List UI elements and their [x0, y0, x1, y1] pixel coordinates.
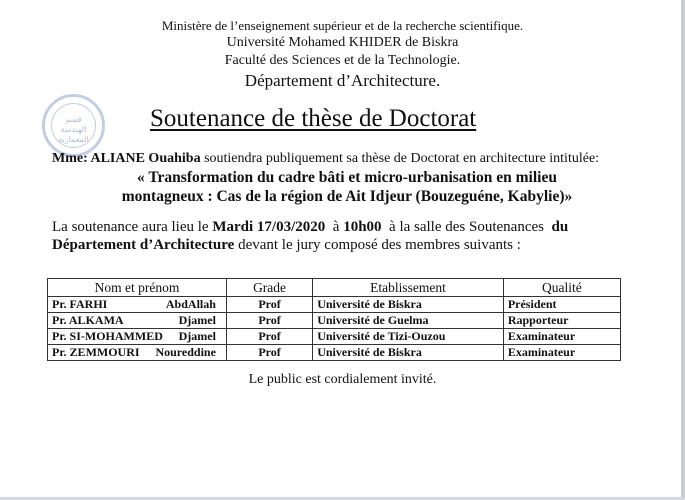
schedule-suffix: devant le jury composé des membres suivants :: [234, 237, 521, 253]
cell-name: [48, 345, 227, 361]
candidate-name: Mme: ALIANE Ouahiba: [52, 151, 201, 166]
cell-etablissement: Université de Biskra: [313, 345, 504, 361]
jury-table: [47, 278, 621, 361]
cell-grade: Prof: [226, 345, 312, 361]
schedule-time: 10h00: [343, 219, 382, 235]
member-firstname: Djamel: [178, 329, 216, 343]
header-grade: Grade: [226, 279, 312, 297]
page-title: Soutenance de thèse de Doctorat: [150, 105, 477, 132]
cell-name: [48, 313, 227, 329]
cell-qualite: Examinateur: [503, 345, 620, 361]
cell-grade: Prof: [226, 313, 312, 329]
cell-qualite: Président: [503, 297, 620, 313]
schedule-room: à la salle des Soutenances: [381, 219, 548, 235]
closing-line: Le public est cordialement invité.: [248, 372, 437, 387]
member-firstname: AbdAllah: [165, 297, 216, 311]
schedule-line-1: [52, 219, 568, 236]
cell-etablissement: Université de Guelma: [313, 313, 504, 329]
cell-name: [48, 297, 227, 313]
department-line: Département d’Architecture.: [244, 71, 441, 90]
header-name: Nom et prénom: [48, 279, 227, 297]
schedule-prefix: La soutenance aura lieu le: [52, 219, 213, 235]
stamp-inner-ring: [51, 103, 96, 148]
member-name: Pr. ALKAMA: [52, 313, 124, 327]
member-name: Pr. FARHI: [52, 297, 108, 311]
header-etablissement: Etablissement: [313, 279, 504, 297]
member-firstname: Noureddine: [155, 345, 216, 359]
intro-text: soutiendra publiquement sa thèse de Doctorat en architecture intitulée:: [200, 151, 600, 166]
cell-grade: Prof: [226, 297, 312, 313]
schedule-at: à: [325, 219, 344, 235]
stamp-text-2: المعمارية: [58, 135, 89, 144]
member-name: Pr. ZEMMOURI: [52, 345, 140, 359]
jury-header-row: [48, 279, 621, 297]
schedule-date: Mardi 17/03/2020: [212, 219, 326, 235]
department-stamp: [42, 94, 105, 157]
ministry-line: Ministère de l’enseignement supérieur et de la recherche scientifique.: [161, 18, 524, 33]
cell-etablissement: Université de Biskra: [313, 297, 504, 313]
table-row: [48, 313, 621, 329]
cell-etablissement: Université de Tizi-Ouzou: [313, 329, 504, 345]
table-row: [48, 329, 621, 345]
table-row: [48, 297, 621, 313]
table-row: [48, 345, 621, 361]
stamp-text-1: قسم الهندسة: [60, 115, 87, 134]
thesis-title-line-2: montagneux : Cas de la région de Ait Idjeur (Bouzeguéne, Kabylie)»: [121, 188, 573, 205]
schedule-dept: Département d’Architecture: [52, 237, 235, 253]
cell-grade: Prof: [226, 329, 312, 345]
intro-line: [52, 151, 599, 167]
member-firstname: Djamel: [178, 313, 216, 327]
cell-qualite: Rapporteur: [503, 313, 620, 329]
header-qualite: Qualité: [503, 279, 620, 297]
schedule-du: du: [547, 219, 569, 235]
university-line: Université Mohamed KHIDER de Biskra: [226, 35, 459, 50]
thesis-title-line-1: « Transformation du cadre bâti et micro-urbanisation en milieu: [137, 169, 557, 186]
schedule-line-2: [52, 237, 521, 254]
cell-qualite: Examinateur: [503, 329, 620, 345]
member-name: Pr. SI-MOHAMMED: [52, 329, 163, 343]
faculty-line: Faculté des Sciences et de la Technologie.: [224, 53, 461, 68]
cell-name: [48, 329, 227, 345]
